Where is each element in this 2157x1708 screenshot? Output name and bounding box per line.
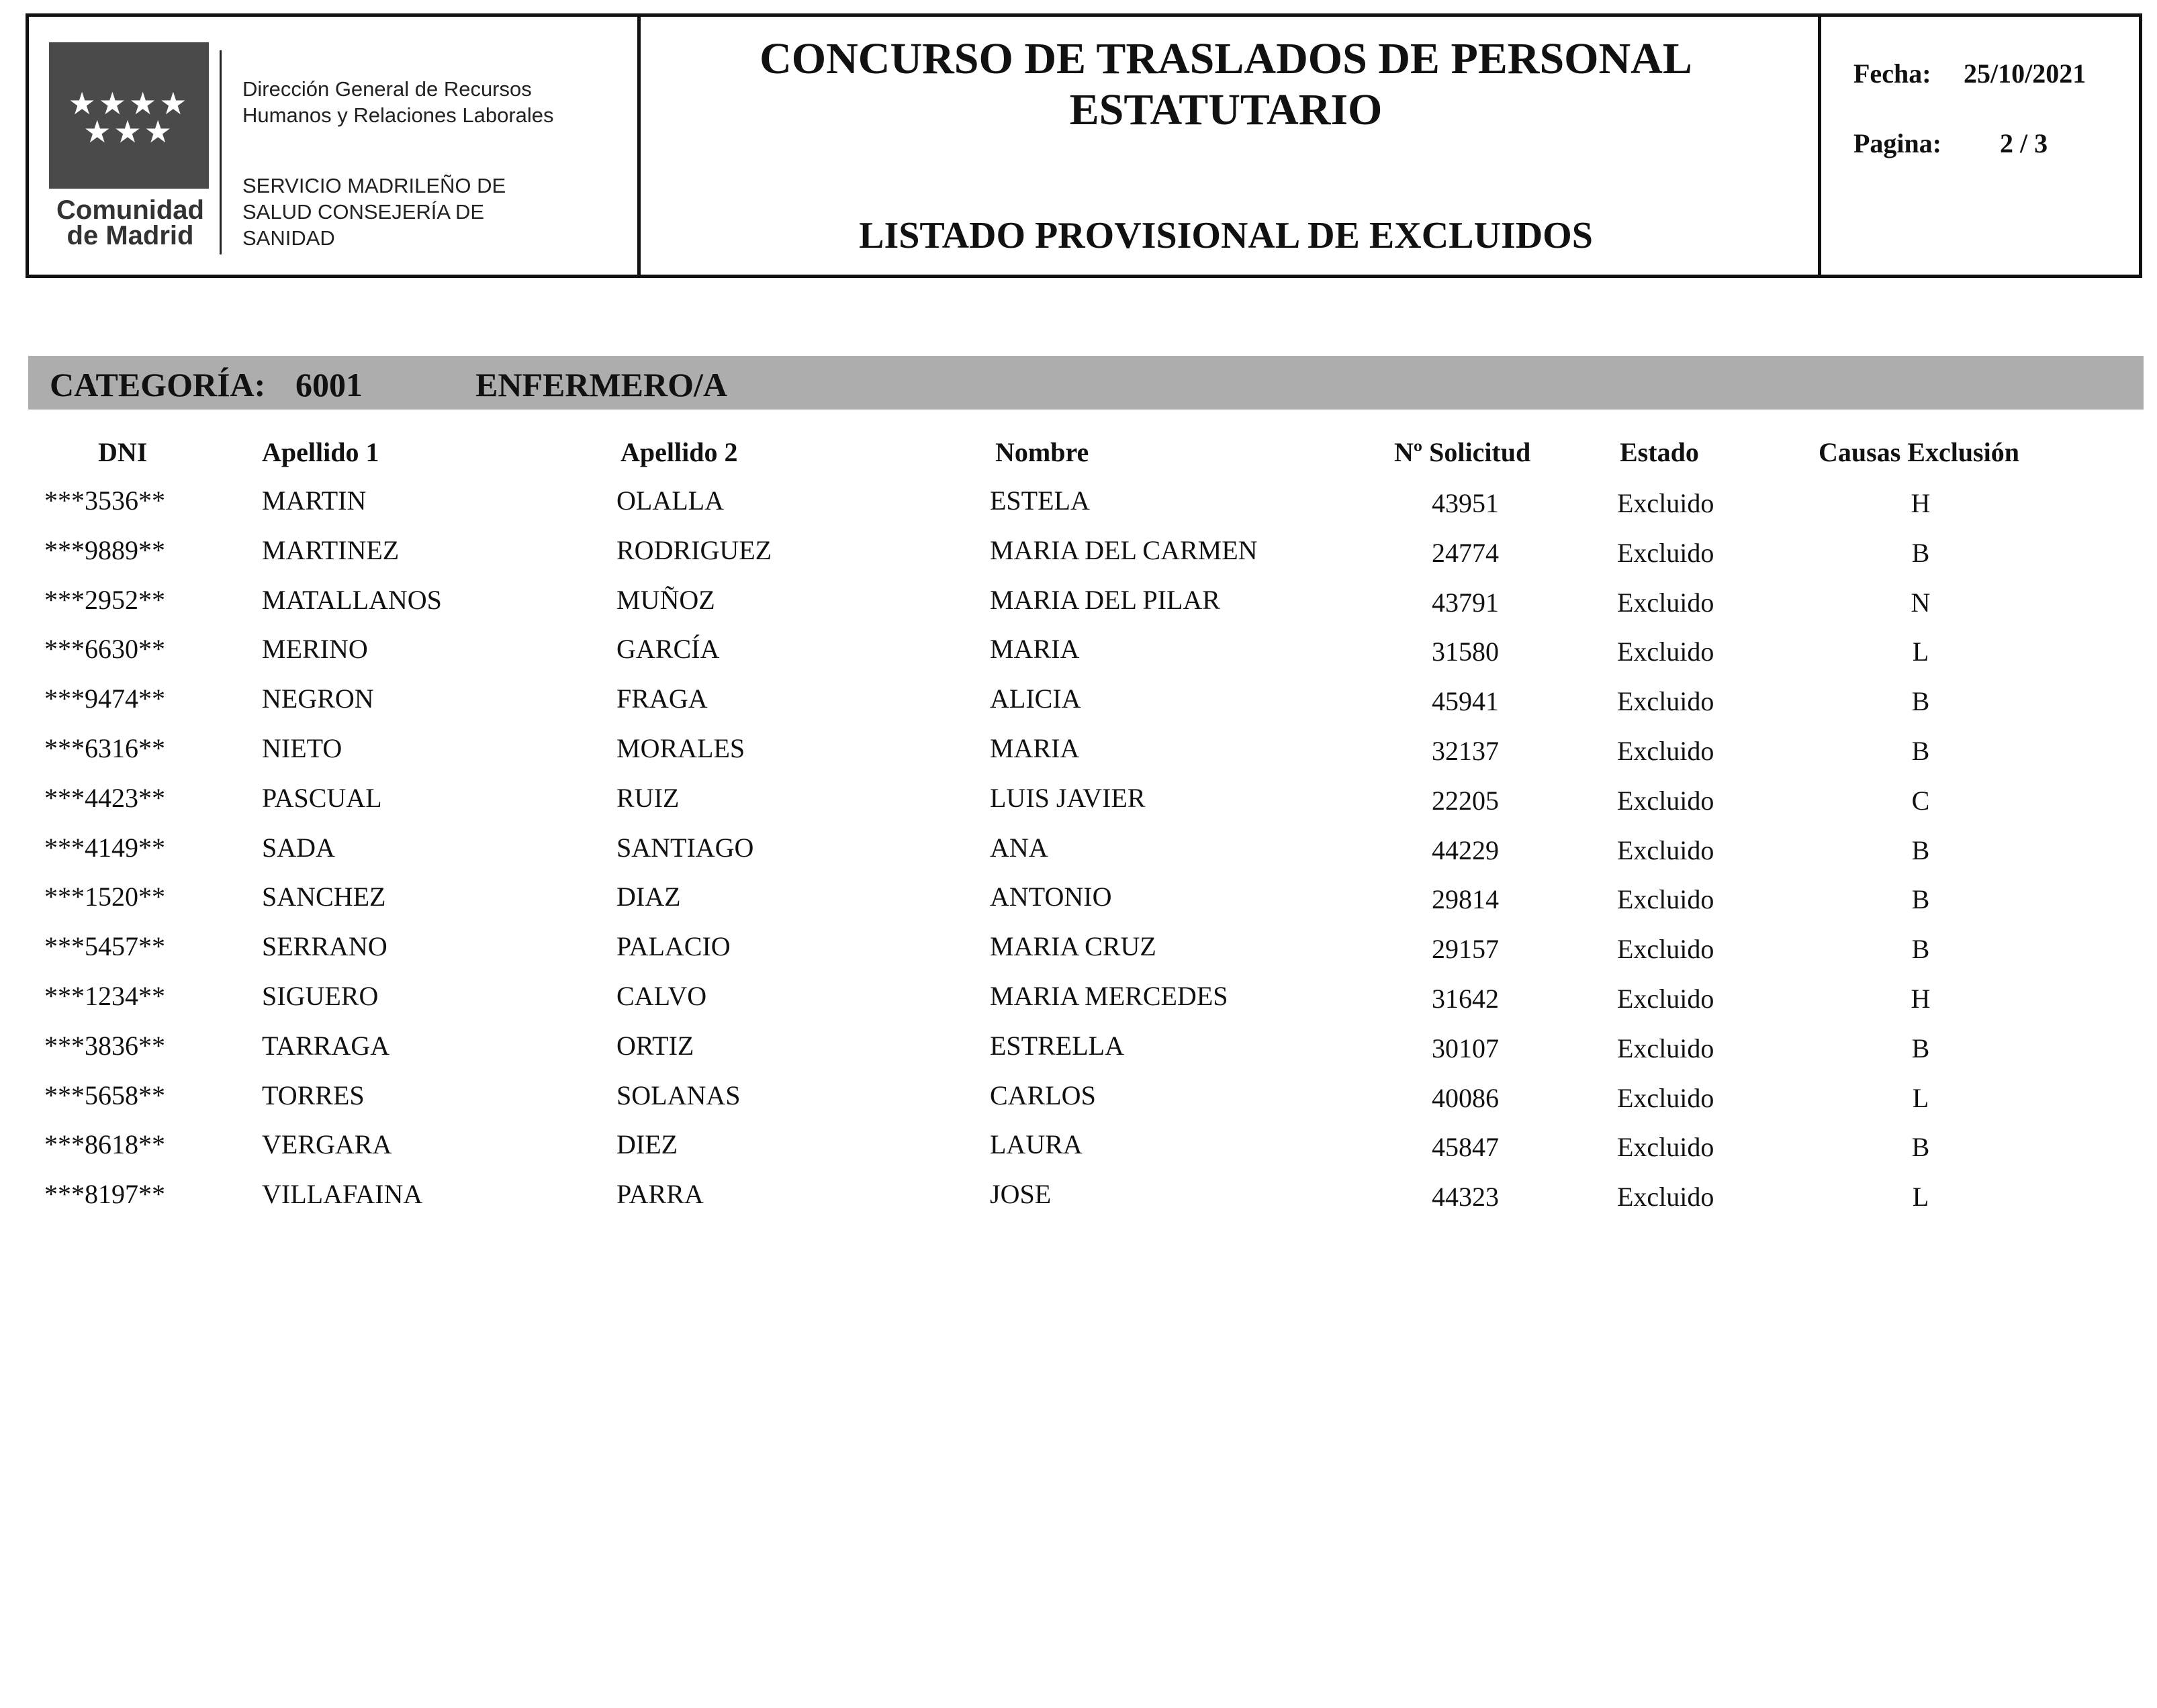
cell-nombre: MARIA [990, 732, 1080, 763]
cell-apellido2: MORALES [616, 732, 745, 763]
cell-causas: B [1911, 537, 1930, 568]
cell-solicitud: 43791 [1432, 587, 1499, 618]
document-subtitle: LISTADO PROVISIONAL DE EXCLUIDOS [859, 215, 1593, 256]
header-apellido2: Apellido 2 [621, 437, 738, 467]
document-title-line1: CONCURSO DE TRASLADOS DE PERSONAL [760, 34, 1692, 83]
cell-apellido2: MUÑOZ [616, 584, 715, 615]
cell-dni: ***2952** [44, 584, 165, 615]
table-row [0, 1078, 2157, 1128]
cell-dni: ***1520** [44, 882, 165, 912]
fecha-label: Fecha: [1853, 58, 1931, 89]
cell-apellido2: PARRA [616, 1179, 704, 1210]
cell-apellido2: CALVO [616, 980, 707, 1011]
cell-causas: B [1911, 1033, 1930, 1063]
cell-apellido2: RUIZ [616, 782, 680, 813]
cell-nombre: MARIA CRUZ [990, 931, 1156, 962]
cell-solicitud: 32137 [1432, 735, 1499, 766]
table-row [0, 781, 2157, 831]
cell-solicitud: 22205 [1432, 785, 1499, 816]
cell-apellido1: MARTINEZ [262, 534, 400, 565]
logo-stars-bottom-row: ★★★ [83, 113, 175, 150]
cell-nombre: LUIS JAVIER [990, 782, 1146, 813]
cell-apellido1: MARTIN [262, 485, 367, 516]
logo-name-line2: de Madrid [66, 221, 194, 250]
cell-dni: ***6316** [44, 732, 165, 763]
cell-apellido2: FRAGA [616, 683, 708, 714]
document-title-line2: ESTATUTARIO [1069, 85, 1383, 134]
table-row [0, 483, 2157, 533]
cell-nombre: MARIA [990, 634, 1080, 665]
cell-nombre: MARIA DEL CARMEN [990, 534, 1258, 565]
cell-apellido1: SANCHEZ [262, 882, 386, 912]
cell-causas: B [1911, 934, 1930, 965]
cell-apellido2: GARCÍA [616, 634, 720, 665]
cell-dni: ***5658** [44, 1080, 165, 1110]
cell-solicitud: 31642 [1432, 983, 1499, 1014]
pagina-value: 2 / 3 [2000, 128, 2048, 158]
category-bar [28, 356, 2144, 410]
org-line-1: Dirección General de Recursos [242, 77, 532, 101]
cell-solicitud: 40086 [1432, 1082, 1499, 1113]
header-divider-right [1818, 17, 1821, 275]
cell-estado: Excluido [1617, 1132, 1714, 1163]
header-estado: Estado [1620, 437, 1699, 467]
cell-apellido1: VERGARA [262, 1129, 392, 1160]
logo-stars-top-row: ★★★★ [68, 85, 190, 122]
table-row [0, 979, 2157, 1029]
cell-nombre: MARIA MERCEDES [990, 980, 1228, 1011]
header-dni: DNI [98, 437, 148, 467]
cell-solicitud: 44229 [1432, 835, 1499, 865]
cell-causas: H [1911, 983, 1931, 1014]
cell-dni: ***8197** [44, 1179, 165, 1210]
cell-causas: B [1911, 835, 1930, 865]
cell-estado: Excluido [1617, 686, 1714, 717]
cell-apellido1: SERRANO [262, 931, 387, 962]
cell-nombre: MARIA DEL PILAR [990, 584, 1220, 615]
comunidad-madrid-logo-icon [49, 42, 209, 189]
cell-estado: Excluido [1617, 785, 1714, 816]
cell-apellido1: SADA [262, 832, 335, 863]
fecha-value: 25/10/2021 [1964, 58, 2086, 89]
table-row [0, 831, 2157, 880]
category-code: 6001 [295, 366, 363, 404]
cell-dni: ***6630** [44, 634, 165, 665]
cell-nombre: ALICIA [990, 683, 1081, 714]
table-row [0, 731, 2157, 781]
cell-apellido2: ORTIZ [616, 1030, 694, 1061]
table-row [0, 681, 2157, 731]
cell-apellido1: PASCUAL [262, 782, 382, 813]
cell-estado: Excluido [1617, 488, 1714, 518]
cell-apellido1: SIGUERO [262, 980, 379, 1011]
cell-dni: ***3536** [44, 485, 165, 516]
cell-causas: B [1911, 686, 1930, 717]
table-row [0, 929, 2157, 979]
cell-apellido1: NEGRON [262, 683, 374, 714]
pagina-label: Pagina: [1853, 128, 1942, 158]
table-row [0, 880, 2157, 929]
cell-nombre: ANTONIO [990, 882, 1112, 912]
cell-solicitud: 43951 [1432, 488, 1499, 518]
cell-apellido1: TARRAGA [262, 1030, 390, 1061]
category-label: CATEGORÍA: [50, 366, 266, 404]
table-row [0, 583, 2157, 632]
cell-apellido2: DIAZ [616, 882, 681, 912]
cell-estado: Excluido [1617, 735, 1714, 766]
cell-estado: Excluido [1617, 1182, 1714, 1213]
cell-nombre: ESTELA [990, 485, 1090, 516]
cell-apellido1: MATALLANOS [262, 584, 442, 615]
cell-estado: Excluido [1617, 537, 1714, 568]
cell-nombre: LAURA [990, 1129, 1083, 1160]
cell-apellido2: DIEZ [616, 1129, 678, 1160]
cell-causas: N [1911, 587, 1931, 618]
table-body [0, 483, 2157, 1227]
cell-causas: L [1912, 636, 1929, 667]
cell-estado: Excluido [1617, 636, 1714, 667]
table-row [0, 632, 2157, 681]
cell-causas: L [1912, 1182, 1929, 1213]
cell-apellido1: TORRES [262, 1080, 365, 1110]
category-name: ENFERMERO/A [475, 366, 727, 404]
org-line-4: SALUD CONSEJERÍA DE [242, 200, 485, 224]
cell-apellido1: VILLAFAINA [262, 1179, 423, 1210]
cell-dni: ***9889** [44, 534, 165, 565]
org-line-3: SERVICIO MADRILEÑO DE [242, 174, 506, 197]
header-nombre: Nombre [995, 437, 1089, 467]
org-line-5: SANIDAD [242, 226, 335, 250]
cell-solicitud: 45941 [1432, 686, 1499, 717]
cell-dni: ***8618** [44, 1129, 165, 1160]
cell-apellido1: MERINO [262, 634, 368, 665]
cell-estado: Excluido [1617, 983, 1714, 1014]
cell-dni: ***9474** [44, 683, 165, 714]
cell-causas: C [1911, 785, 1930, 816]
cell-apellido2: PALACIO [616, 931, 731, 962]
cell-apellido2: SANTIAGO [616, 832, 754, 863]
cell-estado: Excluido [1617, 884, 1714, 915]
cell-causas: H [1911, 488, 1931, 518]
cell-nombre: ESTRELLA [990, 1030, 1124, 1061]
cell-nombre: ANA [990, 832, 1048, 863]
cell-causas: B [1911, 735, 1930, 766]
cell-apellido2: OLALLA [616, 485, 724, 516]
cell-estado: Excluido [1617, 587, 1714, 618]
cell-nombre: CARLOS [990, 1080, 1096, 1110]
logo-separator [220, 50, 222, 254]
table-row [0, 1127, 2157, 1177]
cell-dni: ***4423** [44, 782, 165, 813]
cell-estado: Excluido [1617, 835, 1714, 865]
table-row [0, 1177, 2157, 1227]
cell-dni: ***1234** [44, 980, 165, 1011]
cell-estado: Excluido [1617, 1033, 1714, 1063]
table-row [0, 1029, 2157, 1078]
cell-apellido1: NIETO [262, 732, 342, 763]
cell-dni: ***5457** [44, 931, 165, 962]
cell-dni: ***4149** [44, 832, 165, 863]
cell-solicitud: 31580 [1432, 636, 1499, 667]
cell-solicitud: 45847 [1432, 1132, 1499, 1163]
cell-solicitud: 29157 [1432, 934, 1499, 965]
header-causas: Causas Exclusión [1819, 437, 2019, 467]
cell-solicitud: 29814 [1432, 884, 1499, 915]
cell-solicitud: 30107 [1432, 1033, 1499, 1063]
logo-name-line1: Comunidad [56, 195, 204, 225]
table-row [0, 533, 2157, 583]
cell-causas: B [1911, 1132, 1930, 1163]
cell-causas: L [1912, 1082, 1929, 1113]
header-apellido1: Apellido 1 [262, 437, 379, 467]
org-line-2: Humanos y Relaciones Laborales [242, 103, 554, 127]
cell-solicitud: 24774 [1432, 537, 1499, 568]
cell-estado: Excluido [1617, 1082, 1714, 1113]
cell-dni: ***3836** [44, 1030, 165, 1061]
header-solicitud: Nº Solicitud [1394, 437, 1531, 467]
cell-causas: B [1911, 884, 1930, 915]
cell-apellido2: SOLANAS [616, 1080, 741, 1110]
cell-solicitud: 44323 [1432, 1182, 1499, 1213]
cell-apellido2: RODRIGUEZ [616, 534, 772, 565]
cell-nombre: JOSE [990, 1179, 1052, 1210]
table-header-row [0, 435, 2157, 470]
cell-estado: Excluido [1617, 934, 1714, 965]
